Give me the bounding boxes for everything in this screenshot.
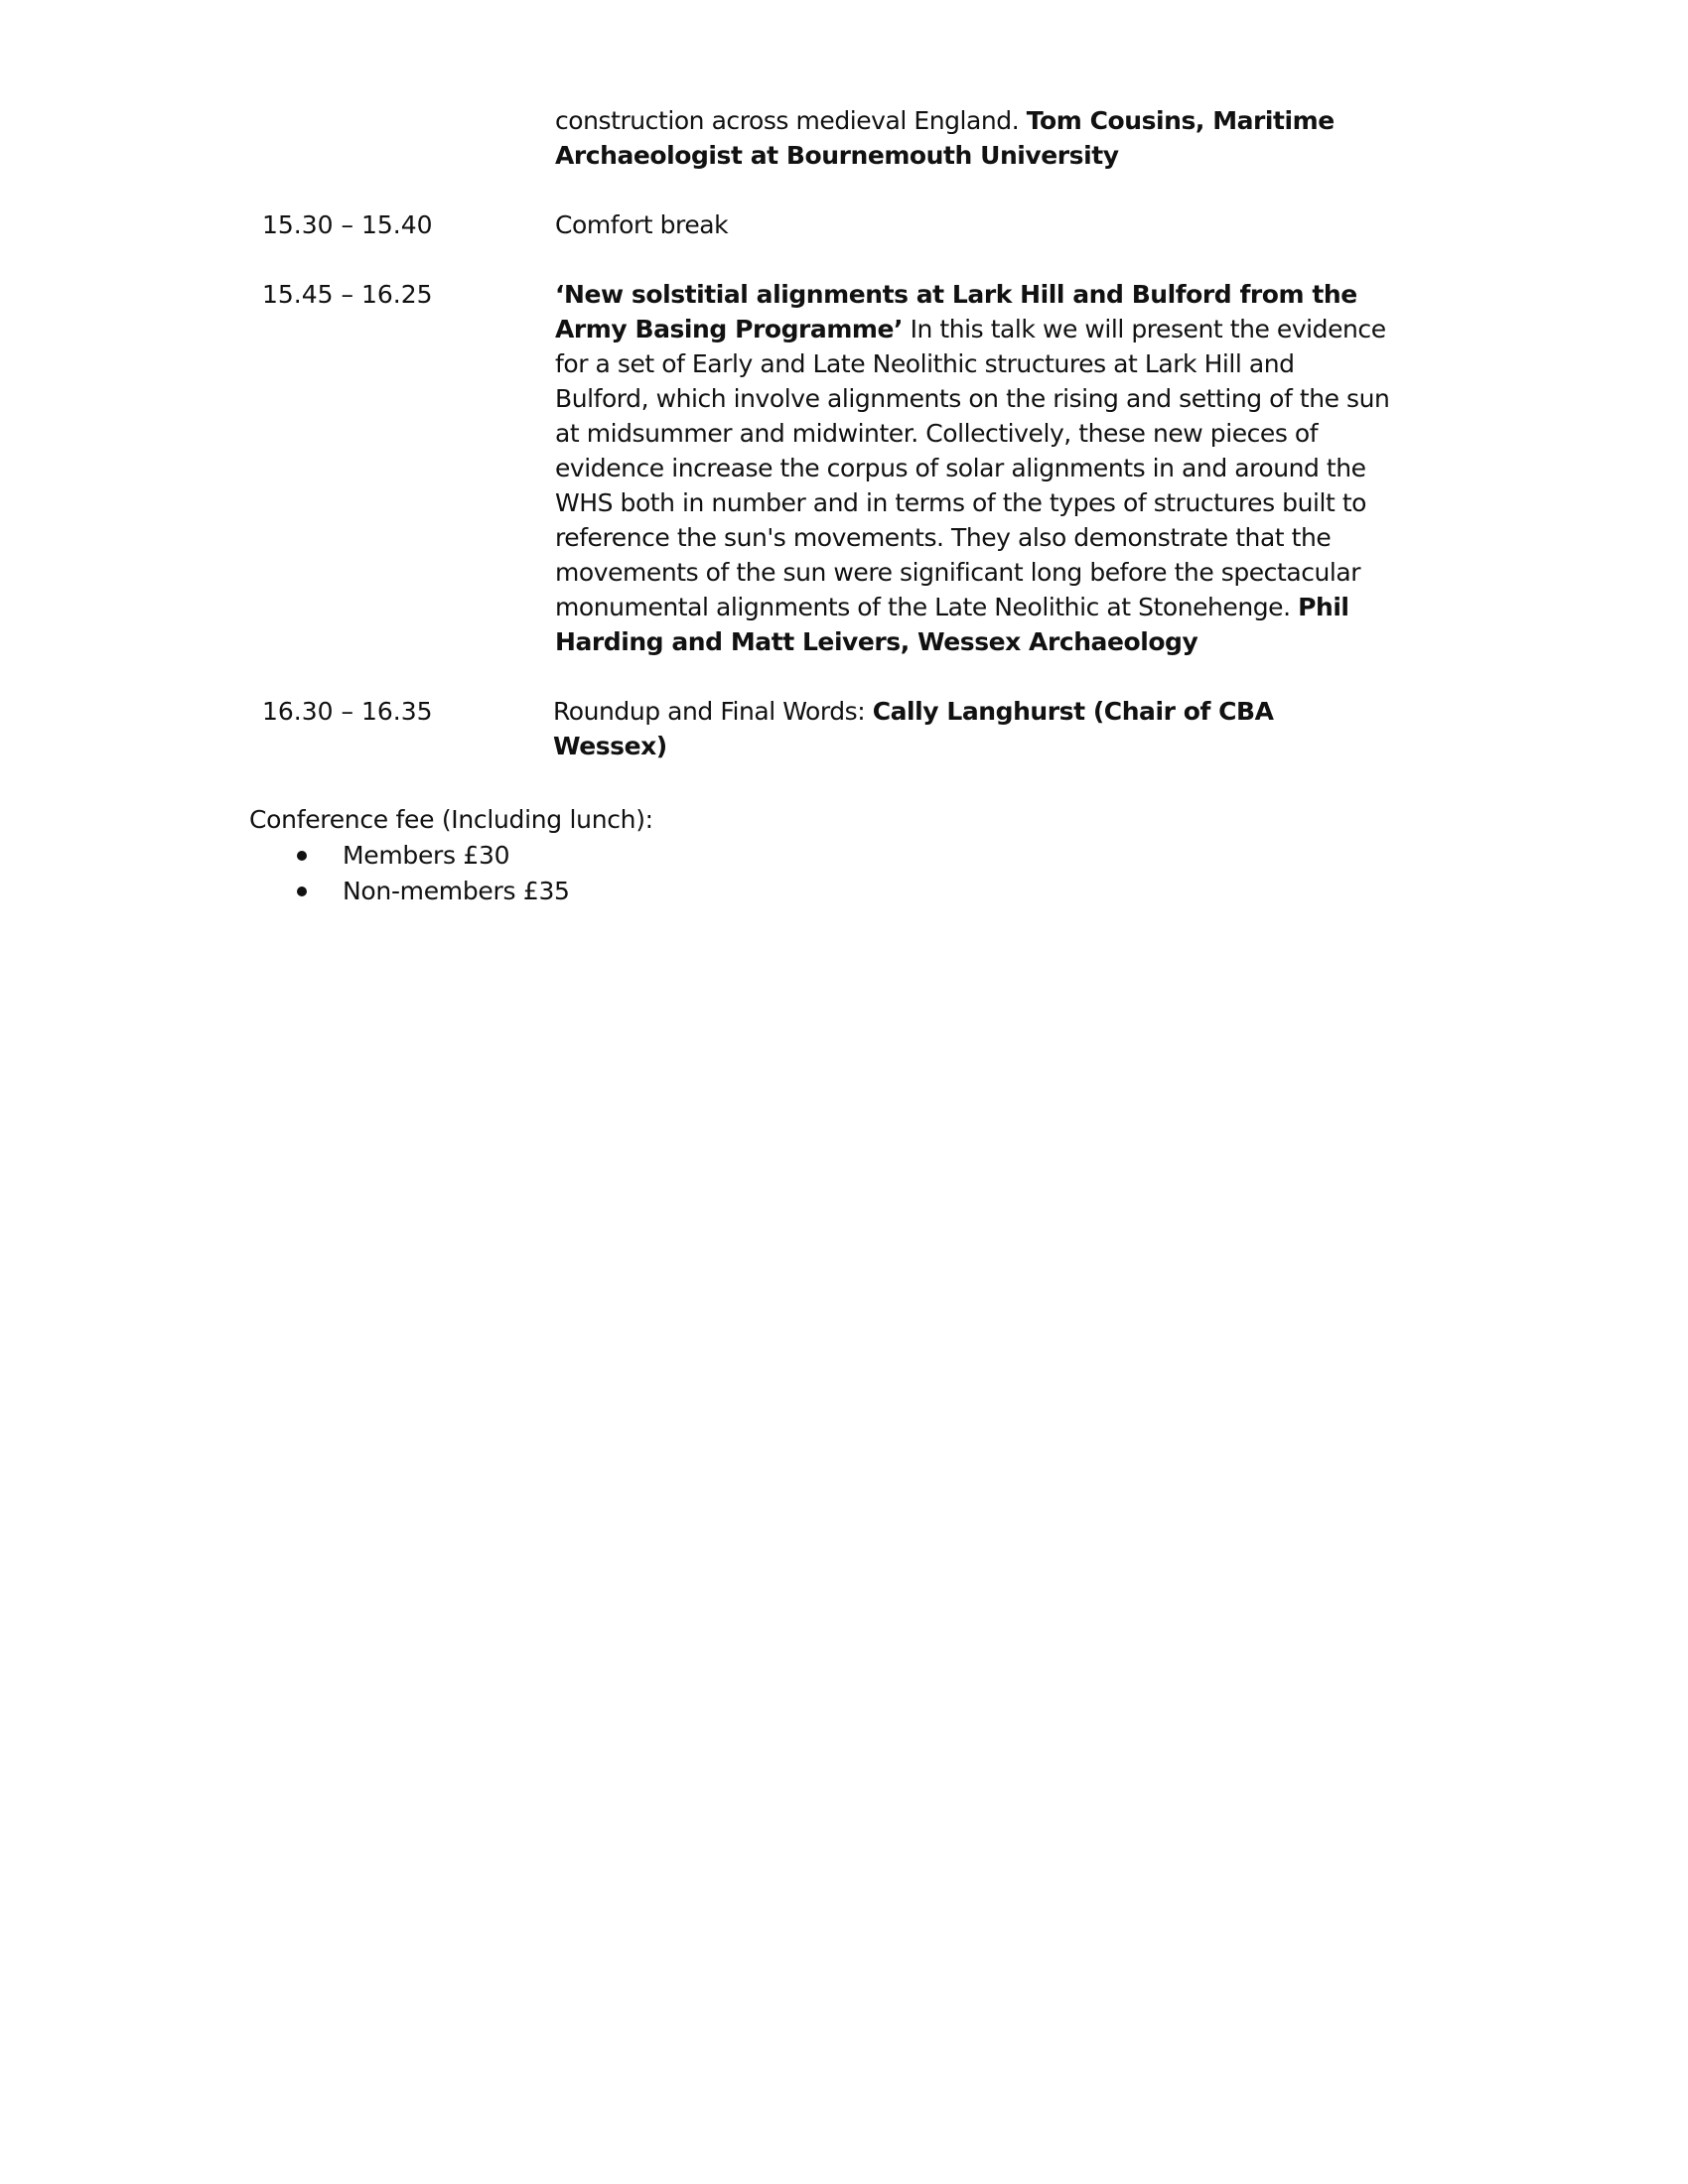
- fee-item-label: Non-members £35: [343, 877, 570, 905]
- schedule-description: [555, 277, 1394, 659]
- continuation-speaker: Tom Cousins, Maritime Archaeologist at Bournemouth University: [555, 106, 1335, 170]
- schedule-description: Comfort break: [555, 210, 729, 239]
- schedule-row-roundup: [262, 694, 1394, 763]
- talk-title: ‘New solstitial alignments at Lark Hill and Bulford from the Army Basing Programme’: [555, 280, 1357, 343]
- fee-item-label: Members £30: [343, 841, 510, 870]
- schedule-description: [553, 694, 1392, 763]
- schedule-time: 15.30 – 15.40: [262, 210, 433, 239]
- roundup-speaker: Cally Langhurst (Chair of CBA Wessex): [553, 697, 1274, 760]
- schedule-time: 16.30 – 16.35: [262, 697, 433, 726]
- roundup-text: Roundup and Final Words:: [553, 697, 873, 726]
- talk-speakers: Phil Harding and Matt Leivers, Wessex Archaeology: [555, 593, 1349, 656]
- programme-schedule: [262, 103, 1394, 763]
- bullet-icon: [297, 887, 307, 896]
- schedule-description: [555, 103, 1394, 173]
- list-item: [249, 838, 1044, 874]
- fees-heading: Conference fee (Including lunch):: [249, 805, 653, 834]
- conference-fees: [249, 802, 1044, 909]
- schedule-row-comfort-break: [262, 207, 1394, 242]
- schedule-row-continuation: [262, 103, 1394, 173]
- list-item: [249, 874, 1044, 909]
- continuation-text: construction across medieval England.: [555, 106, 1027, 135]
- schedule-time: 15.45 – 16.25: [262, 280, 433, 309]
- schedule-row-talk: [262, 277, 1394, 659]
- fees-list: [249, 838, 1044, 909]
- bullet-icon: [297, 851, 307, 861]
- talk-abstract: In this talk we will present the evidence for a set of Early and Late Neolithic structures at Lark Hill and Bulford, which involve alignments on the rising and setting of the sun at midsummer and midwinter. Collectively, these new pieces of evidence increase the corpus of solar alignments in and around the WHS both in number and in terms of the types of structures built to reference the sun's movements. They also demonstrate that the movements of the sun were significant long before the spectacular monumental alignments of the Late Neolithic at Stonehenge.: [555, 315, 1390, 621]
